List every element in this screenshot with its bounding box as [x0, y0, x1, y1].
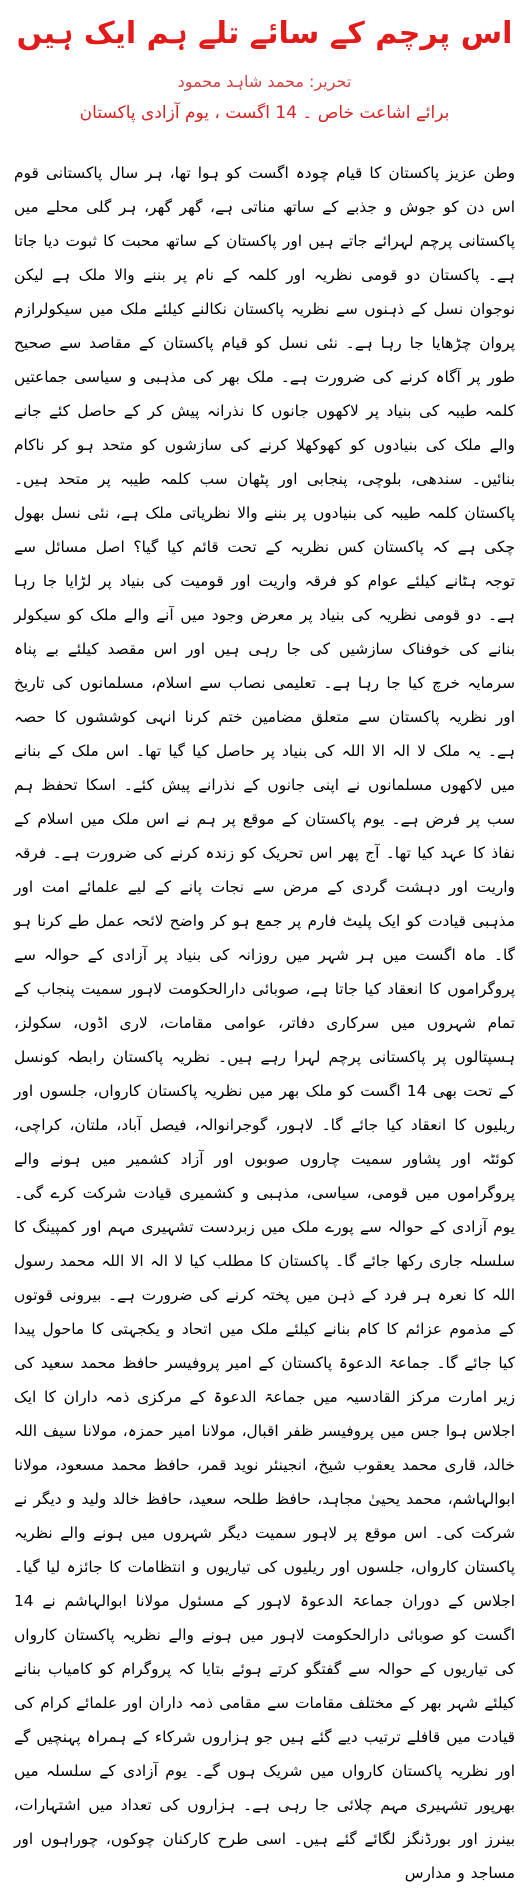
article-byline: تحریر: محمد شاہد محمود: [177, 72, 352, 91]
article-body: وطن عزیز پاکستان کا قیام چودہ اگست کو ہوا تھا، ہر سال پاکستانی قوم اس دن کو جوش و جذبے کے ساتھ مناتی ہے، گھر گھر، ہر گلی محلے میں پاکستانی پرچم لہرائے جاتے ہیں اور پاکستان کے ساتھ محبت کا ثبوت دیا جاتا ہے۔ پاکستان دو قومی نظریہ اور کلمہ کے نام پر بننے والا ملک ہے لیکن نوجوان نسل کے ذہنوں سے نظریہ پاکستان نکالنے کیلئے ملک میں سیکولرازم پروان چڑھایا جا رہا ہے۔ نئی نسل کو قیام پاکستان کے مقاصد سے صحیح طور پر آگاہ کرنے کی ضرورت ہے۔ ملک بھر کی مذہبی و سیاسی جماعتیں کلمہ طیبہ کی بنیاد پر لاکھوں جانوں کا نذرانہ پیش کر کے حاصل کئے جانے والے ملک کی بنیادوں کو کھوکھلا کرنے کی سازشوں کو متحد ہو کر ناکام بنائیں۔ سندھی، بلوچی، پنجابی اور پٹھان سب کلمہ طیبہ پر متحد ہیں۔ پاکستان کلمہ طیبہ کی بنیادوں پر بننے والا نظریاتی ملک ہے، نئی نسل بھول چکی ہے کہ پاکستان کس نظریہ کے تحت قائم کیا گیا؟ اصل مسائل سے توجہ ہٹانے کیلئے عوام کو فرقہ واریت اور قومیت کی بنیاد پر لڑایا جا رہا ہے۔ دو قومی نظریہ کی بنیاد پر معرض وجود میں آنے والے ملک کو سیکولر بنانے کی خوفناک سازشیں کی جا رہی ہیں اور اس مقصد کیلئے بے پناہ سرمایہ خرچ کیا جا رہا ہے۔ تعلیمی نصاب سے اسلام، مسلمانوں کی تاریخ اور نظریہ پاکستان سے متعلق مضامین ختم کرنا انہی کوششوں کا حصہ ہے۔ یہ ملک لا الہ الا اللہ کی بنیاد پر حاصل کیا گیا تھا۔ اس ملک کے بنانے میں لاکھوں مسلمانوں نے اپنی جانوں کے نذرانے پیش کئے۔ اسکا تحفظ ہم سب پر فرض ہے۔ یوم پاکستان کے موقع پر ہم نے اس ملک میں اسلام کے نفاذ کا عہد کیا تھا۔ آج پھر اس تحریک کو زندہ کرنے کی ضرورت ہے۔ فرقہ واریت اور دہشت گردی کے مرض سے نجات پانے کے لیے علمائے امت اور مذہبی قیادت کو ایک پلیٹ فارم پر جمع ہو کر واضح لائحہ عمل طے کرنا ہو گا۔ ماہ اگست میں ہر شہر میں روزانہ کی بنیاد پر آزادی کے حوالہ سے پروگراموں کا انعقاد کیا جاتا ہے، صوبائی دارالحکومت لاہور سمیت پنجاب کے تمام شہروں میں سرکاری دفاتر، عوامی مقامات، لاری اڈوں، سکولز، ہسپتالوں پر پاکستانی پرچم لہرا رہے ہیں۔ نظریہ پاکستان رابطہ کونسل کے تحت بھی 14 اگست کو ملک بھر میں نظریہ پاکستان کارواں، جلسوں اور ریلیوں کا انعقاد کیا جائے گا۔ لاہور، گوجرانوالہ، فیصل آباد، ملتان، کراچی، کوئٹہ اور پشاور سمیت چاروں صوبوں اور آزاد کشمیر میں ہونے والے پروگراموں میں قومی، سیاسی، مذہبی و کشمیری قیادت شرکت کرے گی۔ یوم آزادی کے حوالہ سے پورے ملک میں زبردست تشہیری مہم اور کمپینگ کا سلسلہ جاری رکھا جائے گا۔ پاکستان کا مطلب کیا لا الہ الا اللہ محمد رسول اللہ کا نعرہ ہر فرد کے ذہن میں پختہ کرنے کی ضرورت ہے۔ بیرونی قوتوں کے مذموم عزائم کا کام بنانے کیلئے ملک میں اتحاد و یکجہتی کا ماحول پیدا کیا جائے گا۔ جماعۃ الدعوۃ پاکستان کے امیر پروفیسر حافظ محمد سعید کی زیر امارت مرکز القادسیہ میں جماعۃ الدعوۃ کے مرکزی ذمہ داران کا ایک اجلاس ہوا جس میں پروفیسر ظفر اقبال، مولانا امیر حمزہ، مولانا سیف اللہ خالد، قاری محمد یعقوب شیخ، انجینئر نوید قمر، حافظ محمد مسعود، مولانا ابوالہاشم، محمد یحییٰ مجاہد، حافظ طلحہ سعید، حافظ خالد ولید و دیگر نے شرکت کی۔ اس موقع پر لاہور سمیت دیگر شہروں میں ہونے والے نظریہ پاکستان کارواں، جلسوں اور ریلیوں کی تیاریوں و انتظامات کا جائزہ لیا گیا۔ اجلاس کے دوران جماعۃ الدعوۃ لاہور کے مسئول مولانا ابوالہاشم نے 14 اگست کو صوبائی دارالحکومت لاہور میں ہونے والے نظریہ پاکستان کارواں کی تیاریوں کے حوالہ سے گفتگو کرتے ہوئے بتایا کہ پروگرام کو کامیاب بنانے کیلئے شہر بھر کے مختلف مقامات سے مقامی ذمہ داران اور علمائے کرام کی قیادت میں قافلے ترتیب دیے گئے ہیں جو ہزاروں شرکاء کے ہمراہ پہنچیں گے اور نظریہ پاکستان کارواں میں شریک ہوں گے۔ یوم آزادی کے سلسلہ میں بھرپور تشہیری مہم چلائی جا رہی ہے۔ ہزاروں کی تعداد میں اشتہارات، بینرز اور بورڈنگز لگائے گئے ہیں۔ اسی طرح کارکنان چوکوں، چوراہوں اور مساجد و مدارس: [14, 164, 515, 1882]
article-subtitle: برائے اشاعت خاص ۔ 14 اگست ، یوم آزادی پاکستان: [79, 103, 450, 123]
article-title: اس پرچم کے سائے تلے ہم ایک ہیں: [16, 16, 513, 51]
